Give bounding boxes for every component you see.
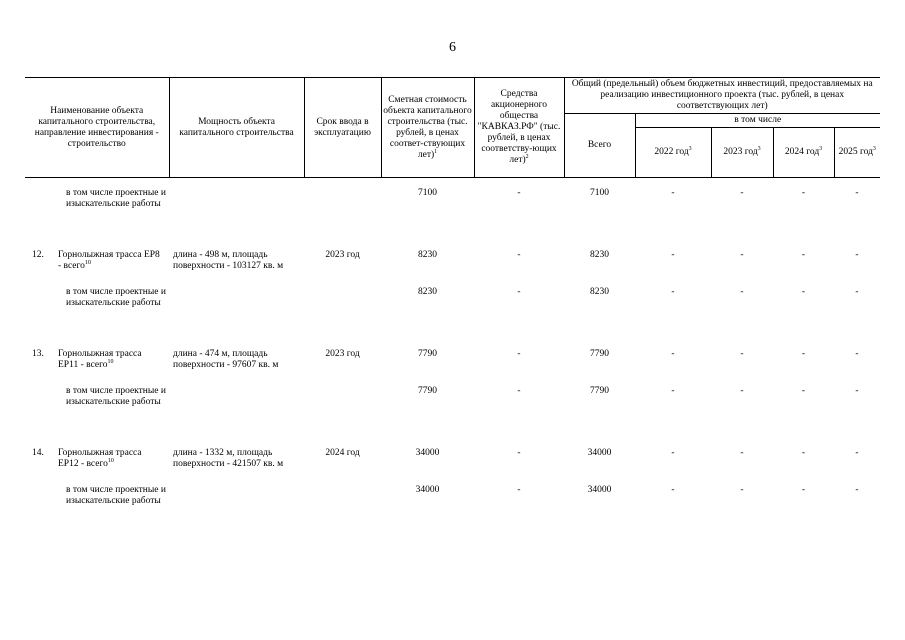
row-y2024: -: [801, 385, 806, 396]
row-y2024: -: [801, 348, 806, 359]
row-name-cell: [25, 475, 169, 537]
table-header: [25, 78, 880, 178]
row-total: 34000: [587, 484, 612, 495]
row-sub-label: в том числе проектные и изыскательские работы: [66, 286, 166, 308]
row-name-cell: [25, 438, 169, 475]
row-y2024: -: [801, 188, 806, 198]
row-y2025: -: [855, 348, 859, 359]
row-name-cell: [25, 178, 169, 240]
row-y2024: -: [801, 286, 806, 297]
row-number: 13.: [32, 348, 44, 359]
row-y2022: -: [671, 286, 675, 297]
row-total: 7790: [590, 348, 609, 359]
row-y2023: -: [740, 348, 744, 359]
header-year-2025: 2025 год$^3$: [834, 128, 880, 178]
row-y2025: -: [855, 188, 859, 198]
row-total: 7790: [590, 385, 609, 396]
table-row: [25, 240, 880, 277]
row-y2023: -: [740, 286, 744, 297]
header-including: в том числе: [635, 114, 880, 128]
header-term: Срок ввода в эксплуатацию: [304, 78, 381, 178]
row-y2022: -: [671, 348, 675, 359]
row-funds: -: [517, 249, 521, 260]
row-y2022: -: [671, 249, 675, 260]
table-row: [25, 339, 880, 376]
row-cost: 7100: [418, 188, 437, 198]
row-cost: 34000: [415, 447, 440, 458]
header-year-2022: 2022 год$^3$: [635, 128, 711, 178]
row-capacity: [169, 277, 304, 339]
row-y2024: -: [801, 447, 806, 458]
row-term: [304, 178, 381, 240]
row-name-cell: [25, 339, 169, 376]
row-capacity: [169, 475, 304, 537]
header-funds: Средства акционерного общества "КАВКАЗ.РФ" (тыс. рублей, в ценах соответству-ющих лет)$^2$: [474, 78, 564, 178]
row-cost: 7790: [418, 385, 437, 396]
row-y2025: -: [855, 385, 859, 396]
header-capacity: Мощность объекта капитального строительства: [169, 78, 304, 178]
header-cost: Сметная стоимость объекта капитального строительства (тыс. рублей, в ценах соответ-ствующих лет)$^1$: [381, 78, 474, 178]
row-total: 8230: [590, 249, 609, 260]
row-y2023: -: [740, 385, 744, 396]
page-number: 6: [449, 40, 456, 55]
row-term: 2023 год: [325, 249, 360, 260]
row-cost: 34000: [415, 484, 440, 495]
row-y2024: -: [801, 249, 806, 260]
row-y2022: -: [671, 385, 675, 396]
row-y2023: -: [740, 188, 744, 198]
table-row: [25, 438, 880, 475]
row-term: [304, 376, 381, 438]
row-y2025: -: [855, 484, 859, 495]
table-row: [25, 376, 880, 438]
row-capacity: длина - 1332 м, площадь поверхности - 421507 кв. м: [173, 447, 284, 469]
header-investment-group: Общий (предельный) объем бюджетных инвестиций, предоставляемых на реализацию инвестиционного проекта (тыс. рублей, в ценах соответствующих лет): [564, 78, 880, 114]
row-total: 7100: [590, 188, 609, 198]
table-row: [25, 178, 880, 240]
row-term: [304, 277, 381, 339]
row-capacity: длина - 474 м, площадь поверхности - 97607 кв. м: [173, 348, 279, 370]
row-capacity: длина - 498 м, площадь поверхности - 103127 кв. м: [173, 249, 284, 271]
row-total: 34000: [587, 447, 612, 458]
row-cost: 7790: [418, 348, 437, 359]
row-name-cell: [25, 277, 169, 339]
row-cost: 8230: [418, 286, 437, 297]
row-sub-label: в том числе проектные и изыскательские работы: [66, 484, 166, 506]
row-capacity: [169, 376, 304, 438]
header-total: Всего: [564, 114, 635, 178]
row-funds: -: [517, 484, 521, 495]
row-capacity: [169, 178, 304, 240]
row-name: Горнолыжная трасса ЕР12 - всего$^{10}$: [58, 447, 142, 469]
row-total: 8230: [590, 286, 609, 297]
row-y2025: -: [855, 286, 859, 297]
header-name: Наименование объекта капитального строительства, направление инвестирования - строительство: [25, 78, 169, 178]
row-funds: -: [517, 348, 521, 359]
row-cost: 8230: [418, 249, 437, 260]
row-y2024: -: [801, 484, 806, 495]
row-name: Горнолыжная трасса ЕР8 - всего$^{10}$: [58, 249, 160, 271]
row-y2022: -: [671, 447, 675, 458]
row-y2022: -: [671, 484, 675, 495]
table-row: [25, 277, 880, 339]
row-sub-label: в том числе проектные и изыскательские работы: [66, 188, 166, 209]
row-y2023: -: [740, 447, 744, 458]
row-funds: -: [517, 385, 521, 396]
row-name-cell: [25, 240, 169, 277]
row-term: 2023 год: [325, 348, 360, 359]
row-y2023: -: [740, 249, 744, 260]
row-number: 14.: [32, 447, 44, 458]
row-term: [304, 475, 381, 537]
row-y2022: -: [671, 188, 675, 198]
row-funds: -: [517, 188, 521, 198]
row-y2025: -: [855, 249, 859, 260]
investment-table: [25, 77, 880, 537]
header-year-2023: 2023 год$^3$: [711, 128, 773, 178]
row-y2025: -: [855, 447, 859, 458]
row-name: Горнолыжная трасса ЕР11 - всего$^{10}$: [58, 348, 142, 370]
row-term: 2024 год: [325, 447, 360, 458]
header-year-2024: 2024 год$^3$: [773, 128, 834, 178]
row-sub-label: в том числе проектные и изыскательские работы: [66, 385, 166, 407]
row-name-cell: [25, 376, 169, 438]
table-row: [25, 475, 880, 537]
row-number: 12.: [32, 249, 44, 260]
row-funds: -: [517, 447, 521, 458]
row-funds: -: [517, 286, 521, 297]
row-y2023: -: [740, 484, 744, 495]
